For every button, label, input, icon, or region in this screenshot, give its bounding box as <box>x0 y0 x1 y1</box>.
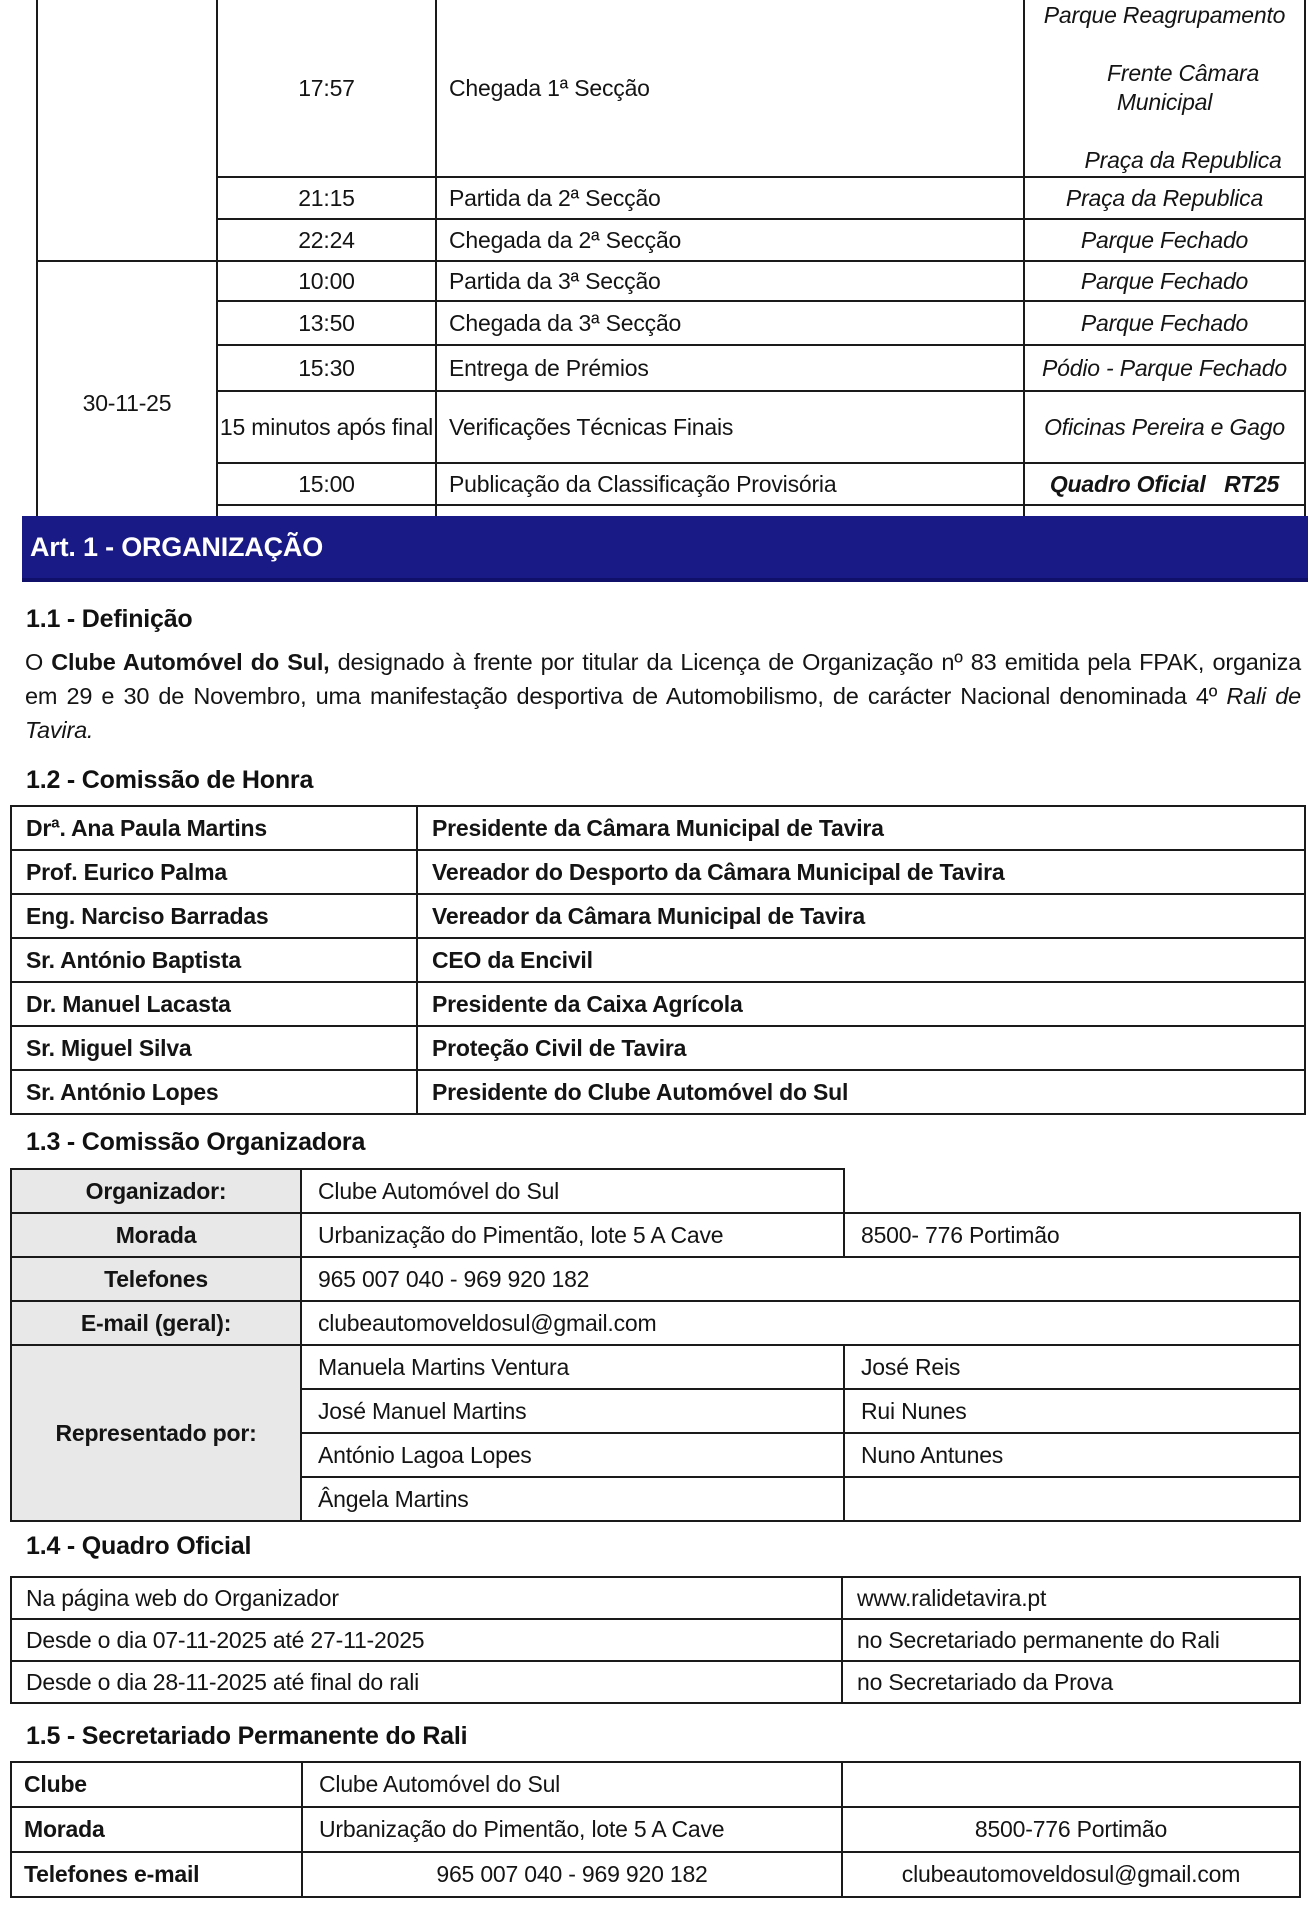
table-row <box>11 1577 1300 1619</box>
event-cell: Partida da 3ª Secção <box>436 261 1024 301</box>
table-row <box>11 982 1305 1026</box>
person-role: Proteção Civil de Tavira <box>417 1026 1305 1070</box>
morada-postcode: 8500-776 Portimão <box>842 1807 1300 1852</box>
board-right: no Secretariado da Prova <box>842 1661 1300 1703</box>
schedule-row <box>37 177 1305 219</box>
table-row <box>11 1345 1300 1389</box>
event-cell: Publicação da Classificação Provisória <box>436 463 1024 505</box>
person-role: Vereador da Câmara Municipal de Tavira <box>417 894 1305 938</box>
rally-name-italic: Rali de Tavira. <box>25 683 1301 743</box>
article-1-title: Art. 1 - ORGANIZAÇÃO <box>30 531 324 562</box>
event-cell: Chegada da 3ª Secção <box>436 301 1024 345</box>
table-row <box>11 894 1305 938</box>
table-row <box>11 1070 1305 1114</box>
row-label: Morada <box>11 1807 302 1852</box>
table-row <box>11 938 1305 982</box>
time-cell: 17:57 <box>217 0 436 177</box>
schedule-row <box>37 219 1305 261</box>
table-row <box>11 1762 1300 1807</box>
time-cell: 15:00 <box>217 463 436 505</box>
row-label: Organizador: <box>11 1169 301 1213</box>
table-row <box>11 1852 1300 1897</box>
event-cell: Partida da 2ª Secção <box>436 177 1024 219</box>
heading-1-4: 1.4 - Quadro Oficial <box>26 1532 252 1560</box>
location-cell: Praça da Republica <box>1024 177 1305 219</box>
schedule-row <box>37 301 1305 345</box>
date-cell-empty <box>37 0 217 261</box>
representative-name: Rui Nunes <box>844 1389 1300 1433</box>
schedule-row <box>37 463 1305 505</box>
event-cell: Entrega de Prémios <box>436 345 1024 391</box>
heading-1-5: 1.5 - Secretariado Permanente do Rali <box>26 1722 468 1750</box>
schedule-row <box>37 345 1305 391</box>
row-label: Morada <box>11 1213 301 1257</box>
heading-1-2: 1.2 - Comissão de Honra <box>26 766 314 794</box>
honour-commission-table <box>10 805 1306 1115</box>
schedule-row <box>37 391 1305 463</box>
morada-postcode: 8500- 776 Portimão <box>844 1213 1300 1257</box>
event-cell: Chegada 1ª Secção <box>436 0 1024 177</box>
telefones-value: 965 007 040 - 969 920 182 <box>301 1257 1300 1301</box>
paragraph-text: O <box>25 649 52 675</box>
table-row <box>11 1301 1300 1345</box>
date-cell: 30-11-25 <box>37 261 217 547</box>
table-row <box>11 1169 1300 1213</box>
location-line: Frente Câmara Municipal <box>1107 60 1266 115</box>
representative-name: Ângela Martins <box>301 1477 844 1521</box>
table-row <box>11 850 1305 894</box>
representative-name <box>844 1477 1300 1521</box>
person-name: Sr. António Lopes <box>11 1070 417 1114</box>
board-right: www.ralidetavira.pt <box>842 1577 1300 1619</box>
table-row <box>11 1257 1300 1301</box>
location-cell: Pódio - Parque Fechado <box>1024 345 1305 391</box>
location-cell <box>1024 0 1305 177</box>
table-row <box>11 1661 1300 1703</box>
morada-value: Urbanização do Pimentão, lote 5 A Cave <box>302 1807 842 1852</box>
definition-paragraph <box>25 645 1301 747</box>
secretariat-table <box>10 1761 1301 1898</box>
row-label: E-mail (geral): <box>11 1301 301 1345</box>
empty-cell <box>844 1169 1300 1213</box>
representative-name: Manuela Martins Ventura <box>301 1345 844 1389</box>
representative-name: José Manuel Martins <box>301 1389 844 1433</box>
board-left: Desde o dia 28-11-2025 até final do rali <box>11 1661 842 1703</box>
schedule-row <box>37 0 1305 177</box>
time-cell: 22:24 <box>217 219 436 261</box>
board-right: no Secretariado permanente do Rali <box>842 1619 1300 1661</box>
schedule-row <box>37 261 1305 301</box>
table-row <box>11 806 1305 850</box>
time-cell: 10:00 <box>217 261 436 301</box>
paragraph-text: designado à frente por titular da Licença de Organização nº 83 emitida pela FPAK, organiza em 29 e 30 de Novembro, uma manifestação desportiva de Automobilismo, de carácter Nacional denominada 4º <box>25 649 1301 709</box>
person-name: Drª. Ana Paula Martins <box>11 806 417 850</box>
person-name: Sr. António Baptista <box>11 938 417 982</box>
person-name: Prof. Eurico Palma <box>11 850 417 894</box>
location-cell: Parque Fechado <box>1024 219 1305 261</box>
person-name: Sr. Miguel Silva <box>11 1026 417 1070</box>
location-cell: Oficinas Pereira e Gago <box>1024 391 1305 463</box>
empty-cell <box>842 1762 1300 1807</box>
person-role: Presidente da Caixa Agrícola <box>417 982 1305 1026</box>
table-row <box>11 1026 1305 1070</box>
table-row <box>11 1619 1300 1661</box>
row-label: Representado por: <box>11 1345 301 1521</box>
representative-name: António Lagoa Lopes <box>301 1433 844 1477</box>
event-cell: Chegada da 2ª Secção <box>436 219 1024 261</box>
table-row <box>11 1807 1300 1852</box>
person-role: Presidente da Câmara Municipal de Tavira <box>417 806 1305 850</box>
schedule-table <box>36 0 1306 549</box>
person-role: Presidente do Clube Automóvel do Sul <box>417 1070 1305 1114</box>
organizador-value: Clube Automóvel do Sul <box>301 1169 844 1213</box>
article-1-banner <box>22 516 1308 582</box>
heading-1-3: 1.3 - Comissão Organizadora <box>26 1128 366 1156</box>
board-left: Na página web do Organizador <box>11 1577 842 1619</box>
organising-commission-table <box>10 1168 1301 1522</box>
location-cell: Quadro Oficial RT25 <box>1024 463 1305 505</box>
club-name-bold: Clube Automóvel do Sul, <box>51 649 330 675</box>
representative-name: Nuno Antunes <box>844 1433 1300 1477</box>
person-name: Dr. Manuel Lacasta <box>11 982 417 1026</box>
time-cell: 15 minutos após final <box>217 391 436 463</box>
location-line: Parque Reagrupamento <box>1043 2 1286 28</box>
official-board-table <box>10 1576 1301 1704</box>
row-label: Clube <box>11 1762 302 1807</box>
person-name: Eng. Narciso Barradas <box>11 894 417 938</box>
time-cell: 15:30 <box>217 345 436 391</box>
time-cell: 13:50 <box>217 301 436 345</box>
row-label: Telefones <box>11 1257 301 1301</box>
email-value: clubeautomoveldosul@gmail.com <box>301 1301 1300 1345</box>
location-cell: Parque Fechado <box>1024 301 1305 345</box>
row-label: Telefones e-mail <box>11 1852 302 1897</box>
person-role: Vereador do Desporto da Câmara Municipal de Tavira <box>417 850 1305 894</box>
telefones-value: 965 007 040 - 969 920 182 <box>302 1852 842 1897</box>
location-cell: Parque Fechado <box>1024 261 1305 301</box>
event-cell: Verificações Técnicas Finais <box>436 391 1024 463</box>
time-cell: 21:15 <box>217 177 436 219</box>
location-line: Praça da Republica <box>1084 147 1282 173</box>
person-role: CEO da Encivil <box>417 938 1305 982</box>
email-value: clubeautomoveldosul@gmail.com <box>842 1852 1300 1897</box>
table-row <box>11 1213 1300 1257</box>
morada-value: Urbanização do Pimentão, lote 5 A Cave <box>301 1213 844 1257</box>
representative-name: José Reis <box>844 1345 1300 1389</box>
heading-1-1: 1.1 - Definição <box>26 605 193 633</box>
clube-value: Clube Automóvel do Sul <box>302 1762 842 1807</box>
board-left: Desde o dia 07-11-2025 até 27-11-2025 <box>11 1619 842 1661</box>
